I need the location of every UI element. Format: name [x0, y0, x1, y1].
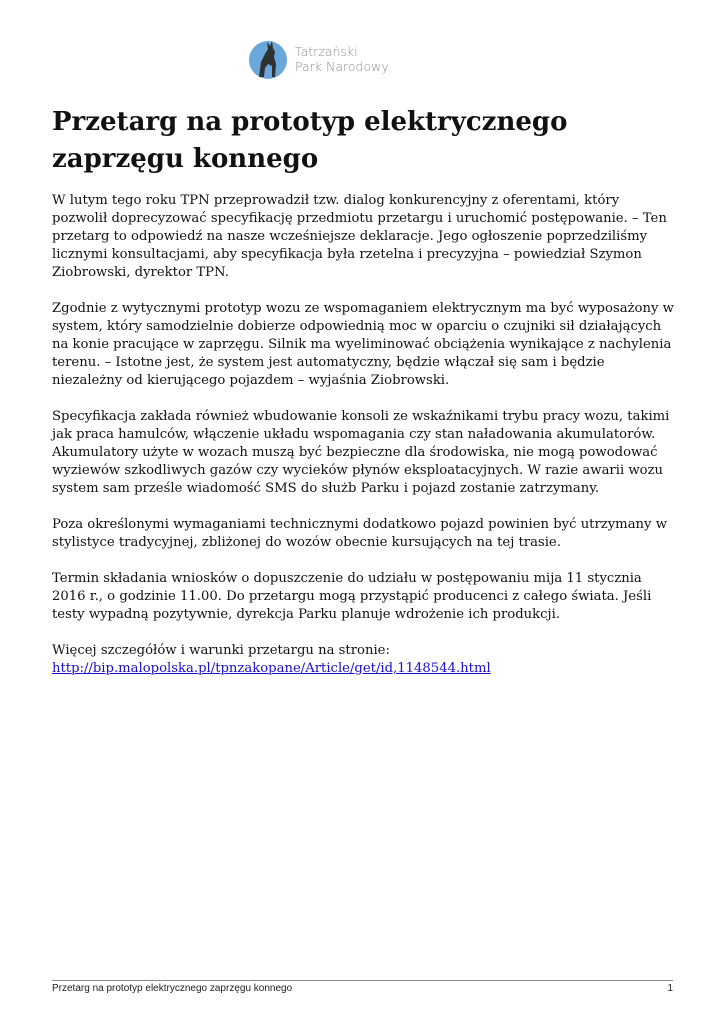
logo-line-1: Tatrzański [295, 44, 358, 59]
page-number: 1 [667, 983, 673, 994]
paragraph-2: Zgodnie z wytycznymi prototyp wozu ze wspomaganiem elektrycznym ma być wyposażony w system, który samodzielnie dobierze odpowiednią moc w oparciu o czujniki sił działających na konie pracujące w zaprzęgu. Silnik ma wyeliminować obciążenia wynikające z nachylenia terenu. – Istotne jest, że system jest automatyczny, będzie włączał się sam i będzie niezależny od kierującego pojazdem – wyjaśnia Ziobrowski. [52, 301, 674, 388]
chamois-in-circle-icon [246, 37, 290, 81]
article-body [52, 192, 677, 696]
tender-link[interactable]: http://bip.malopolska.pl/tpnzakopane/Article/get/id,1148544.html [52, 661, 491, 676]
park-logo [246, 37, 389, 81]
logo-text [295, 44, 389, 74]
footer-divider [52, 980, 673, 981]
paragraph-3: Specyfikacja zakłada również wbudowanie konsoli ze wskaźnikami trybu pracy wozu, takimi jak praca hamulców, włączenie układu wspomagania czy stan naładowania akumulatorów. Akumulatory użyte w wozach muszą być bezpieczne dla środowiska, nie mogą powodować wyziewów szkodliwych gazów czy wycieków płynów eksploatacyjnych. W razie awarii wozu system sam prześle wiadomość SMS do służb Parku i pojazd zostanie zatrzymany. [52, 409, 670, 496]
paragraph-4: Poza określonymi wymaganiami technicznymi dodatkowo pojazd powinien być utrzymany w stylistyce tradycyjnej, zbliżonej do wozów obecnie kursujących na tej trasie. [52, 517, 667, 550]
paragraph-1: W lutym tego roku TPN przeprowadził tzw. dialog konkurencyjny z oferentami, który pozwolił doprecyzować specyfikację przedmiotu przetargu i uruchomić postępowanie. – Ten przetarg to odpowiedź na nasze wcześniejsze deklaracje. Jego ogłoszenie poprzedziliśmy licznymi konsultacjami, aby specyfikacja była rzetelna i precyzyjna – powiedział Szymon Ziobrowski, dyrektor TPN. [52, 193, 667, 280]
more-info-paragraph [52, 642, 677, 678]
more-info-text: Więcej szczegółów i warunki przetargu na stronie: [52, 643, 390, 658]
footer-title: Przetarg na prototyp elektrycznego zaprzęgu konnego [52, 983, 293, 994]
logo-line-2: Park Narodowy [295, 59, 389, 74]
paragraph-5: Termin składania wniosków o dopuszczenie do udziału w postępowaniu mija 11 stycznia 2016 r., o godzinie 11.00. Do przetargu mogą przystąpić producenci z całego świata. Jeśli testy wypadną pozytywnie, dyrekcja Parku planuje wdrożenie ich produkcji. [52, 571, 652, 622]
page-title: Przetarg na prototyp elektrycznego zaprzęgu konnego [52, 107, 568, 174]
